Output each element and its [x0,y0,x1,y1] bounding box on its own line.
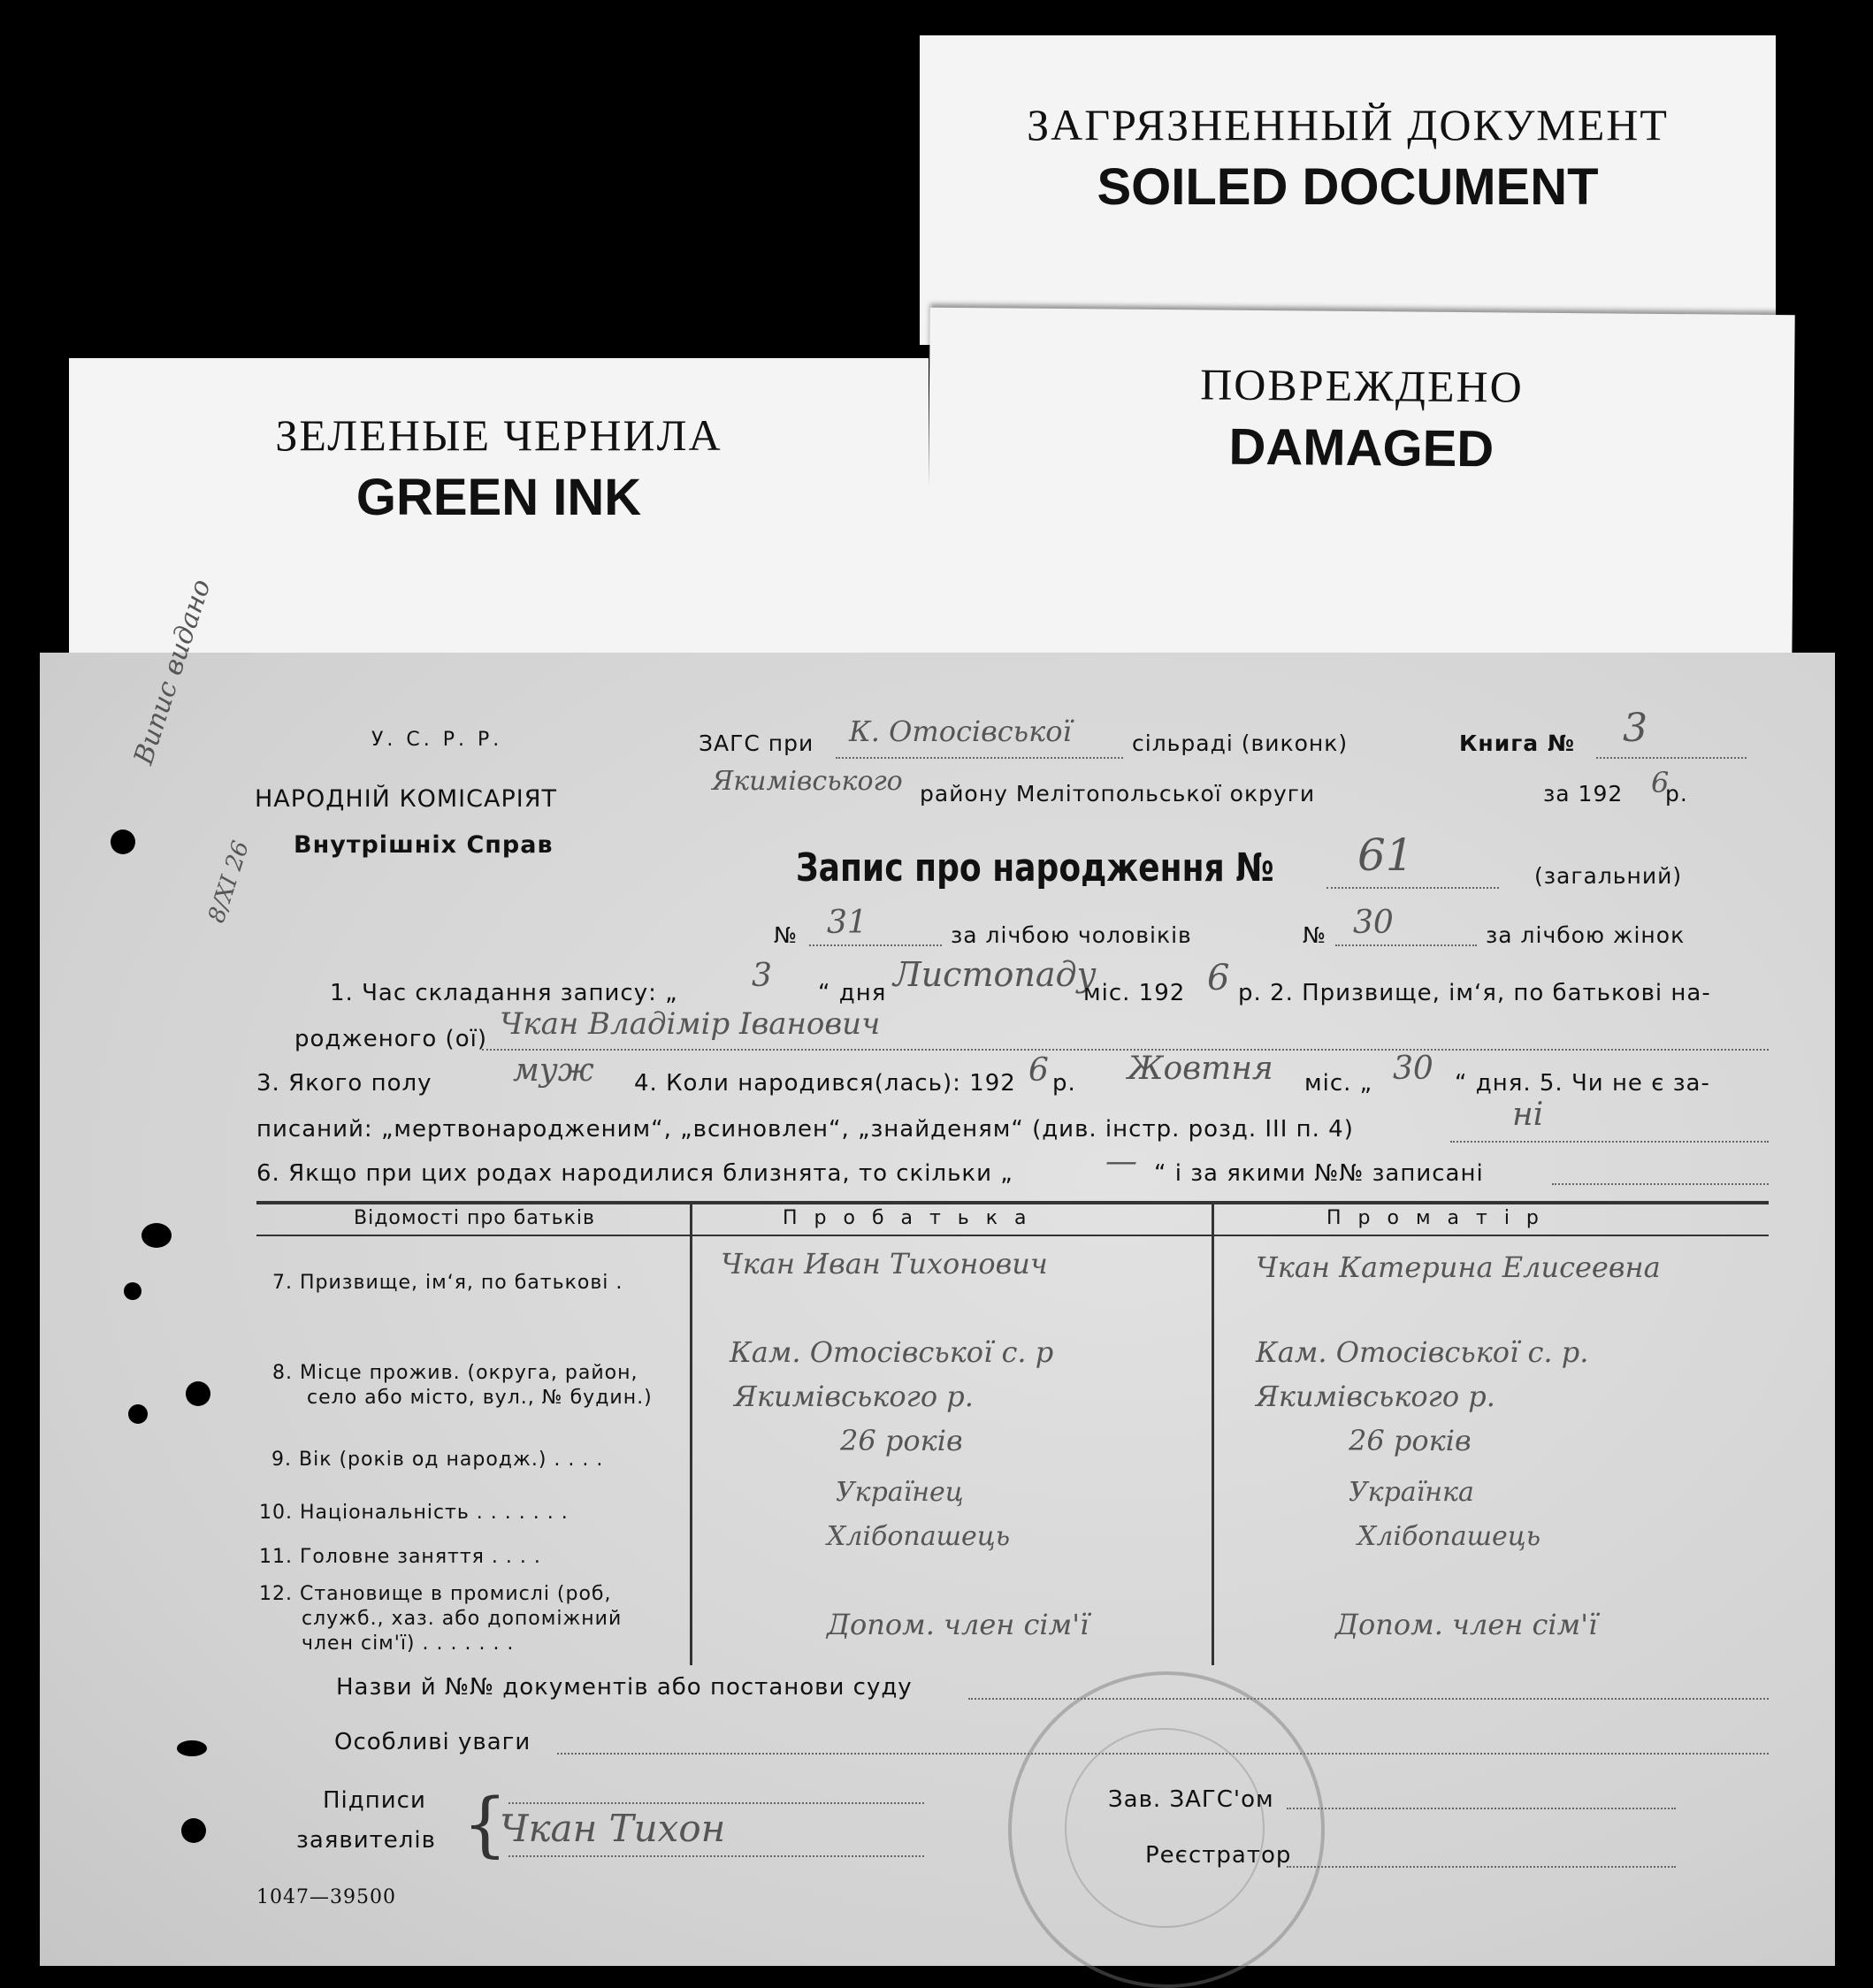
men-no-sign: № [774,922,799,948]
mother-name: Чкан Катерина Елисеевна [1256,1250,1661,1284]
line5-a: 6. Якщо при цих родах народилися близнята, то скільки „ [256,1160,1013,1187]
row10-label: 10. Національність . . . . . . . [259,1502,569,1524]
ussr-heading: У. С. Р. Р. [371,729,503,751]
soiled-label-ru: ЗАГРЯЗНЕННЫЙ ДОКУМЕНТ [1027,100,1669,149]
line1-a: 1. Час складання запису: „ [330,980,678,1006]
signature-line-2 [508,1855,924,1857]
head-line [1287,1808,1676,1809]
women-label: за лічбою жінок [1486,922,1686,948]
book-label: Книга № [1459,730,1575,756]
stillborn-line [1450,1141,1769,1143]
applicants-label: заявителів [296,1827,436,1854]
applicant-signature: Чкан Тихон [500,1807,726,1850]
father-age: 26 років [840,1424,963,1457]
year-label: за 192 [1543,781,1624,807]
mother-age: 26 років [1349,1424,1472,1457]
registrar-line [1287,1866,1676,1868]
year-suffix: р. [1665,781,1688,807]
table-header-rule [256,1235,1769,1236]
punch-hole [181,1818,206,1843]
margin-note: Випис видано [128,575,218,768]
father-name: Чкан Иван Тихонович [721,1247,1048,1281]
mother-residence: Кам. Отосівської с. р. [1256,1335,1589,1369]
line1-b: “ дня [818,980,887,1006]
district-label: району Мелітопольської округи [920,781,1316,807]
twins-count: — [1105,1143,1137,1180]
general-label: (загальний) [1534,863,1683,889]
mother-status: Допом. член сім'ї [1335,1608,1598,1641]
year-value: 6 [1651,766,1670,799]
women-count: 30 [1353,905,1394,941]
men-line [809,944,942,946]
line3-b: 4. Коли народився(лась): 192 [634,1070,1016,1097]
mother-residence-2: Якимівського р. [1256,1380,1495,1413]
commissariat-heading: НАРОДНІЙ КОМІСАРІЯТ [255,785,557,813]
signature-line-1 [508,1802,924,1804]
district-value: Якимівського [712,766,903,797]
print-code: 1047—39500 [256,1886,396,1908]
line1-month: Листопаду [893,955,1097,994]
child-name: Чкан Владімір Іванович [500,1006,881,1042]
signatures-label: Підписи [323,1787,426,1814]
table-head-mother: П р о м а т і р [1326,1207,1544,1229]
birth-record-card [40,575,1835,1966]
child-sex: муж [513,1052,594,1089]
mother-nationality: Українка [1349,1477,1474,1508]
row12-label-3: член сім'ї) . . . . . . . [302,1632,515,1655]
table-divider-1 [690,1201,692,1665]
father-residence-2: Якимівського р. [734,1380,974,1413]
child-name-line [482,1049,1769,1051]
women-no-sign: № [1303,922,1327,948]
record-number-line [1326,887,1499,889]
margin-note-date: 8/XI 26 [203,837,256,927]
zags-value: К. Отосівської [849,715,1072,748]
line1-day: 3 [752,958,772,994]
green-ink-label-ru: ЗЕЛЕНЫЕ ЧЕРНИЛА [275,410,722,460]
table-top-rule [256,1201,1769,1204]
line4-a: писаний: „мертвонародженим“, „всиновлен“, „знайденям“ (див. інстр. розд. III п. 4) [256,1116,1354,1143]
line3-d: міс. „ [1304,1070,1373,1097]
damaged-label-en: DAMAGED [1228,417,1495,478]
zags-label: ЗАГС при [699,730,814,756]
twins-line [1552,1183,1769,1185]
men-label: за лічбою чоловіків [951,922,1192,948]
official-seal [1008,1671,1325,1988]
row7-label: 7. Призвище, ім‘я, по батькові . [272,1272,623,1294]
green-ink-label-en: GREEN INK [355,469,642,526]
punch-hole [128,1404,148,1424]
table-head-father: П р о б а т ь к а [783,1207,1032,1229]
line3-a: 3. Якого полу [256,1070,432,1097]
line1-c: міс. 192 [1083,980,1186,1006]
documents-label: Назви й №№ документів або постанови суду [336,1674,913,1701]
stillborn-value: ні [1512,1097,1544,1133]
book-line [1596,757,1747,759]
table-head-parents: Відомості про батьків [354,1207,595,1229]
registrar-label: Реєстратор [1145,1842,1292,1869]
council-label: сільраді (виконк) [1132,730,1349,756]
father-residence: Кам. Отосівської с. р [730,1335,1054,1369]
punch-hole [186,1381,210,1406]
record-title: Запис про народження № [796,845,1274,891]
birth-month: Жовтня [1128,1051,1273,1087]
table-divider-2 [1212,1201,1214,1665]
mother-occupation: Хлібопашець [1357,1521,1541,1552]
row12-label-2: служб., хаз. або допоміжний [302,1608,623,1630]
book-number: 3 [1623,706,1647,751]
line1-d: р. 2. Призвище, ім‘я, по батькові на- [1238,980,1711,1006]
line3-c: р. [1052,1070,1076,1097]
remarks-label: Особливі уваги [334,1729,531,1755]
birth-year: 6 [1028,1052,1049,1089]
father-status: Допом. член сім'ї [827,1608,1089,1641]
men-count: 31 [827,905,868,941]
row11-label: 11. Головне заняття . . . . [259,1546,541,1568]
row12-label: 12. Становище в промислі (роб, [259,1583,612,1605]
father-occupation: Хлібопашець [827,1521,1011,1552]
line2-a: родженого (ої) [294,1026,487,1052]
punch-hole [124,1282,141,1300]
row8-label: 8. Місце прожив. (округа, район, [272,1362,638,1384]
record-number: 61 [1357,830,1414,881]
women-line [1335,944,1477,946]
damaged-flag [927,308,1794,669]
father-nationality: Українец [836,1477,964,1508]
punch-hole [141,1223,172,1248]
row8-label-2: село або місто, вул., № будин.) [307,1387,653,1409]
line5-b: “ і за якими №№ записані [1154,1160,1484,1187]
punch-hole [111,830,135,854]
head-label: Зав. ЗАГС'ом [1108,1786,1274,1813]
internal-affairs-heading: Внутрішніх Справ [294,831,554,859]
line3-e: “ дня. 5. Чи не є за- [1455,1070,1710,1097]
row9-label: 9. Вік (років од народж.) . . . . [271,1449,604,1471]
signature-brace: { [463,1783,508,1865]
soiled-document-flag [920,35,1776,345]
birth-day: 30 [1393,1051,1433,1087]
zags-line [836,757,1123,759]
damaged-label-ru: ПОВРЕЖДЕНО [1199,359,1525,412]
line1-year: 6 [1207,958,1230,998]
punch-hole [177,1740,207,1756]
soiled-label-en: SOILED DOCUMENT [1097,158,1599,216]
